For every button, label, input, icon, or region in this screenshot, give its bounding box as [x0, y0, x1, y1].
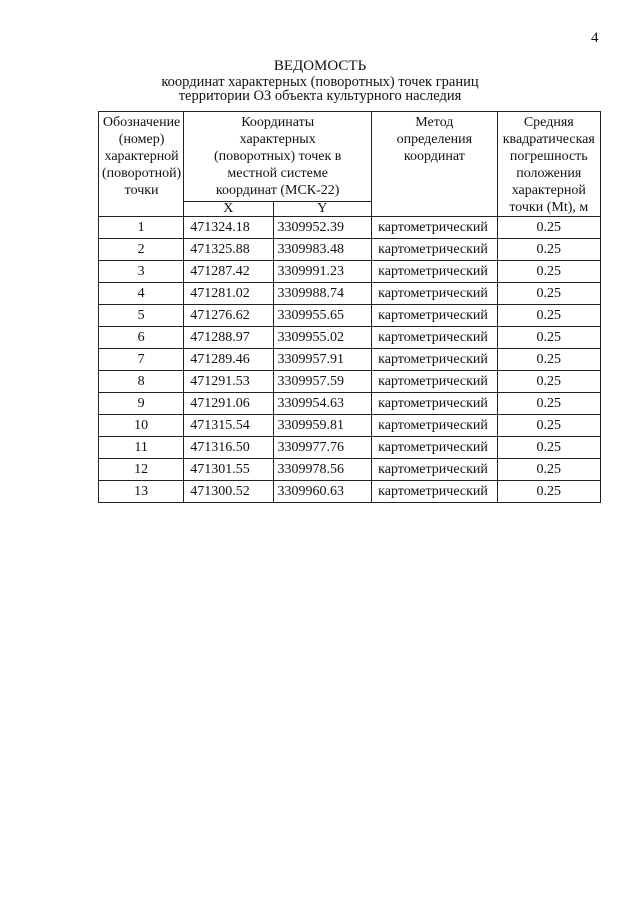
header-method: Метод определения координат — [372, 112, 497, 217]
header-x: X — [184, 202, 273, 217]
cell-point-number: 12 — [99, 459, 184, 481]
cell-error: 0.25 — [497, 217, 600, 239]
table-row — [99, 415, 601, 437]
cell-x: 471289.46 — [184, 349, 273, 371]
cell-error: 0.25 — [497, 481, 600, 503]
cell-y: 3309977.76 — [273, 437, 372, 459]
table-header-row — [99, 112, 601, 202]
title-block — [0, 58, 640, 103]
cell-y: 3309988.74 — [273, 283, 372, 305]
cell-point-number: 8 — [99, 371, 184, 393]
header-coordinates: Координаты характерных (поворотных) точек в местной системе координат (МСК-22) — [184, 112, 372, 202]
cell-y: 3309955.02 — [273, 327, 372, 349]
cell-method: картометрический — [372, 349, 497, 371]
cell-point-number: 7 — [99, 349, 184, 371]
page-number: 4 — [591, 30, 599, 46]
cell-y: 3309991.23 — [273, 261, 372, 283]
cell-error: 0.25 — [497, 393, 600, 415]
cell-x: 471301.55 — [184, 459, 273, 481]
cell-y: 3309960.63 — [273, 481, 372, 503]
document-subtitle-line-2: территории ОЗ объекта культурного наследия — [178, 88, 462, 104]
cell-x: 471281.02 — [184, 283, 273, 305]
cell-method: картометрический — [372, 239, 497, 261]
cell-y: 3309957.59 — [273, 371, 372, 393]
cell-method: картометрический — [372, 261, 497, 283]
cell-error: 0.25 — [497, 327, 600, 349]
document-subtitle-line-1: координат характерных (поворотных) точек границ — [161, 74, 479, 90]
table-row — [99, 261, 601, 283]
cell-x: 471276.62 — [184, 305, 273, 327]
document-title: ВЕДОМОСТЬ — [273, 58, 367, 74]
table-row — [99, 371, 601, 393]
table-row — [99, 437, 601, 459]
cell-method: картометрический — [372, 393, 497, 415]
cell-method: картометрический — [372, 459, 497, 481]
cell-point-number: 6 — [99, 327, 184, 349]
cell-x: 471288.97 — [184, 327, 273, 349]
header-point-number: Обозначение (номер) характерной (поворотной) точки — [99, 112, 184, 217]
cell-method: картометрический — [372, 371, 497, 393]
cell-x: 471291.06 — [184, 393, 273, 415]
cell-x: 471324.18 — [184, 217, 273, 239]
cell-y: 3309952.39 — [273, 217, 372, 239]
cell-method: картометрический — [372, 481, 497, 503]
table-row — [99, 349, 601, 371]
table-row — [99, 239, 601, 261]
table-row — [99, 327, 601, 349]
cell-point-number: 3 — [99, 261, 184, 283]
table-row — [99, 393, 601, 415]
table-row — [99, 283, 601, 305]
cell-error: 0.25 — [497, 261, 600, 283]
cell-point-number: 11 — [99, 437, 184, 459]
cell-point-number: 5 — [99, 305, 184, 327]
cell-method: картометрический — [372, 305, 497, 327]
cell-error: 0.25 — [497, 415, 600, 437]
table-row — [99, 459, 601, 481]
cell-x: 471315.54 — [184, 415, 273, 437]
cell-point-number: 2 — [99, 239, 184, 261]
cell-point-number: 9 — [99, 393, 184, 415]
coordinates-table — [98, 111, 601, 503]
cell-error: 0.25 — [497, 283, 600, 305]
cell-x: 471287.42 — [184, 261, 273, 283]
cell-point-number: 13 — [99, 481, 184, 503]
cell-x: 471300.52 — [184, 481, 273, 503]
cell-method: картометрический — [372, 217, 497, 239]
cell-y: 3309954.63 — [273, 393, 372, 415]
cell-method: картометрический — [372, 283, 497, 305]
header-error: Средняя квадратическая погрешность положения характерной точки (Mt), м — [497, 112, 600, 217]
cell-method: картометрический — [372, 327, 497, 349]
cell-error: 0.25 — [497, 371, 600, 393]
cell-y: 3309983.48 — [273, 239, 372, 261]
header-y: Y — [273, 202, 372, 217]
cell-x: 471316.50 — [184, 437, 273, 459]
cell-x: 471291.53 — [184, 371, 273, 393]
cell-y: 3309955.65 — [273, 305, 372, 327]
table-row — [99, 481, 601, 503]
cell-method: картометрический — [372, 415, 497, 437]
cell-error: 0.25 — [497, 349, 600, 371]
cell-y: 3309959.81 — [273, 415, 372, 437]
table-row — [99, 217, 601, 239]
cell-error: 0.25 — [497, 459, 600, 481]
cell-y: 3309957.91 — [273, 349, 372, 371]
cell-point-number: 1 — [99, 217, 184, 239]
cell-x: 471325.88 — [184, 239, 273, 261]
cell-error: 0.25 — [497, 305, 600, 327]
cell-point-number: 4 — [99, 283, 184, 305]
table-row — [99, 305, 601, 327]
cell-y: 3309978.56 — [273, 459, 372, 481]
cell-error: 0.25 — [497, 437, 600, 459]
cell-point-number: 10 — [99, 415, 184, 437]
cell-method: картометрический — [372, 437, 497, 459]
cell-error: 0.25 — [497, 239, 600, 261]
